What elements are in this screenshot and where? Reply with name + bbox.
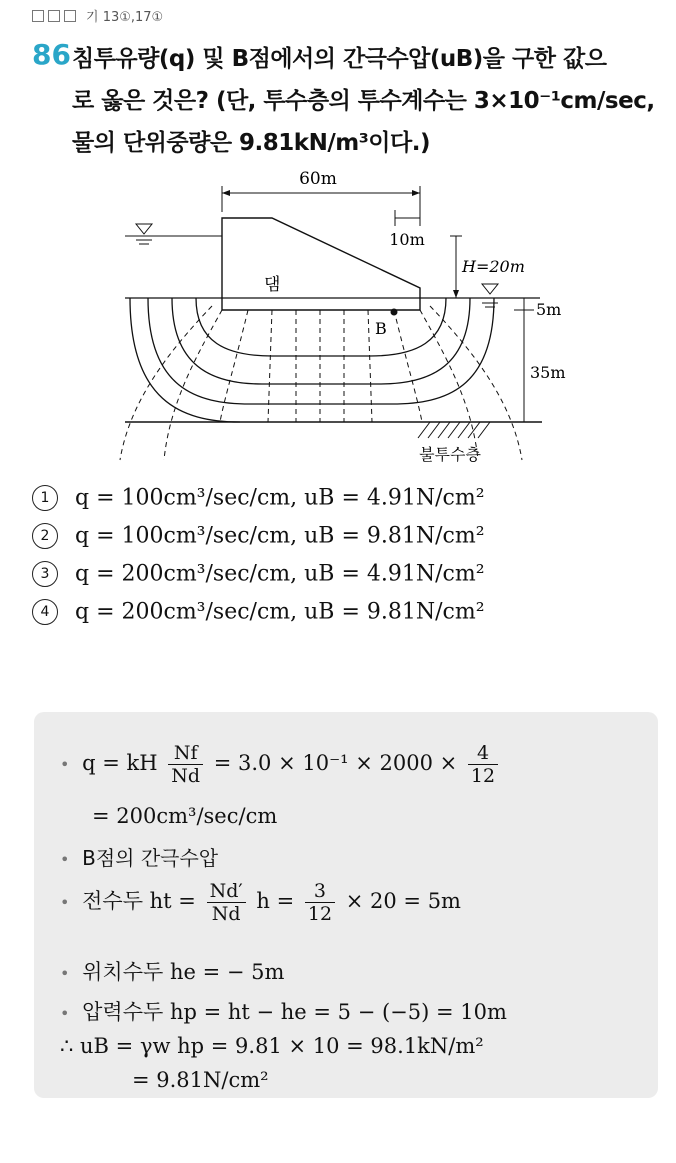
exam-source-label: 기 13①,17①: [86, 10, 164, 25]
checkbox-3[interactable]: [64, 10, 76, 22]
q-result: = 200cm³/sec/cm: [92, 804, 278, 828]
q-lhs: q = kH: [82, 751, 158, 775]
flow-lines: [130, 298, 494, 422]
choice-3-text: q = 200cm³/sec/cm, uB = 4.91N/cm²: [75, 561, 485, 587]
q-middle: = 3.0 × 10⁻¹ × 2000 ×: [213, 751, 458, 775]
twelve: 12: [307, 903, 333, 925]
checkbox-1[interactable]: [32, 10, 44, 22]
depth-b-label: 5m: [536, 300, 562, 319]
choice-1-text: q = 100cm³/sec/cm, uB = 4.91N/cm²: [75, 485, 485, 511]
question-text-line-3: 물의 단위중량은 9.81kN/m³이다.): [72, 130, 430, 156]
nd: Nd: [171, 765, 201, 787]
question-text-line-1: 침투유량(q) 및 B점에서의 간극수압(uB)을 구한 값으: [72, 46, 607, 72]
solution-q-line: [60, 742, 502, 787]
ht-mid: h =: [256, 889, 295, 913]
answer-choices: [32, 485, 485, 637]
choice-1-mark: 1: [32, 485, 58, 511]
impermeable-label: 불투수층: [419, 445, 481, 464]
source-tag: [32, 6, 163, 25]
dam-label: 댐: [264, 275, 281, 295]
bullet-icon: •: [60, 1004, 70, 1023]
choice-2-mark: 2: [32, 523, 58, 549]
layer-thickness-label: 35m: [530, 363, 566, 382]
hp-text: 압력수두 hp = ht − he = 5 − (−5) = 10m: [82, 1000, 507, 1024]
bullet-icon: •: [60, 755, 70, 774]
pore-title-line: [60, 842, 218, 871]
question-text-line-2: 로 옳은 것은? (단, 투수층의 투수계수는 3×10⁻¹cm/sec,: [72, 88, 655, 114]
total-head-line: [60, 880, 461, 925]
choice-2-text: q = 100cm³/sec/cm, uB = 9.81N/cm²: [75, 523, 485, 549]
hatch: [418, 422, 490, 438]
downstream-water: [420, 284, 530, 307]
depth-dimensions: [514, 298, 566, 422]
nf: Nf: [168, 742, 203, 765]
choice-4[interactable]: [32, 599, 485, 637]
point-b-label: B: [375, 319, 387, 338]
choice-3-mark: 3: [32, 561, 58, 587]
elevation-head-line: [60, 956, 284, 986]
dimension-10m: [389, 210, 425, 249]
upstream-water: [125, 224, 222, 244]
choice-4-text: q = 200cm³/sec/cm, uB = 9.81N/cm²: [75, 599, 485, 625]
ub-result: = 9.81N/cm²: [132, 1068, 269, 1092]
question-number: 86: [32, 38, 71, 71]
nf-nd-fraction: [168, 742, 203, 787]
head-label: H=20m: [462, 257, 525, 276]
choice-1[interactable]: [32, 485, 485, 523]
ht-lhs: 전수두 ht =: [82, 889, 196, 913]
three-twelfths-fraction: [305, 880, 335, 925]
point-b: [391, 309, 398, 316]
width-label: 60m: [299, 169, 337, 189]
nd-prime: Nd′: [207, 880, 246, 903]
flow-net-diagram: [100, 160, 580, 480]
nd-prime-fraction: [207, 880, 246, 925]
checkbox-2[interactable]: [48, 10, 60, 22]
solution-box: [34, 712, 658, 1098]
bullet-icon: •: [60, 893, 70, 912]
ub-line: ∴ uB = γw hp = 9.81 × 10 = 98.1kN/m²: [60, 1034, 484, 1058]
head-dimension: [450, 236, 525, 298]
bullet-icon: •: [60, 964, 70, 983]
pressure-head-line: [60, 996, 507, 1026]
equipotential-lines: [120, 306, 522, 460]
ratio-num: 4: [468, 742, 498, 765]
ratio-fraction: [468, 742, 498, 787]
ratio-den: 12: [470, 765, 496, 787]
nd-den: Nd: [211, 903, 241, 925]
choice-4-mark: 4: [32, 599, 58, 625]
ht-rhs: × 20 = 5m: [345, 889, 461, 913]
pore-title: B점의 간극수압: [82, 846, 219, 870]
choice-3[interactable]: [32, 561, 485, 599]
choice-2[interactable]: [32, 523, 485, 561]
crest-label: 10m: [389, 230, 425, 249]
three: 3: [305, 880, 335, 903]
he-text: 위치수두 he = − 5m: [82, 960, 285, 984]
bullet-icon: •: [60, 850, 70, 869]
